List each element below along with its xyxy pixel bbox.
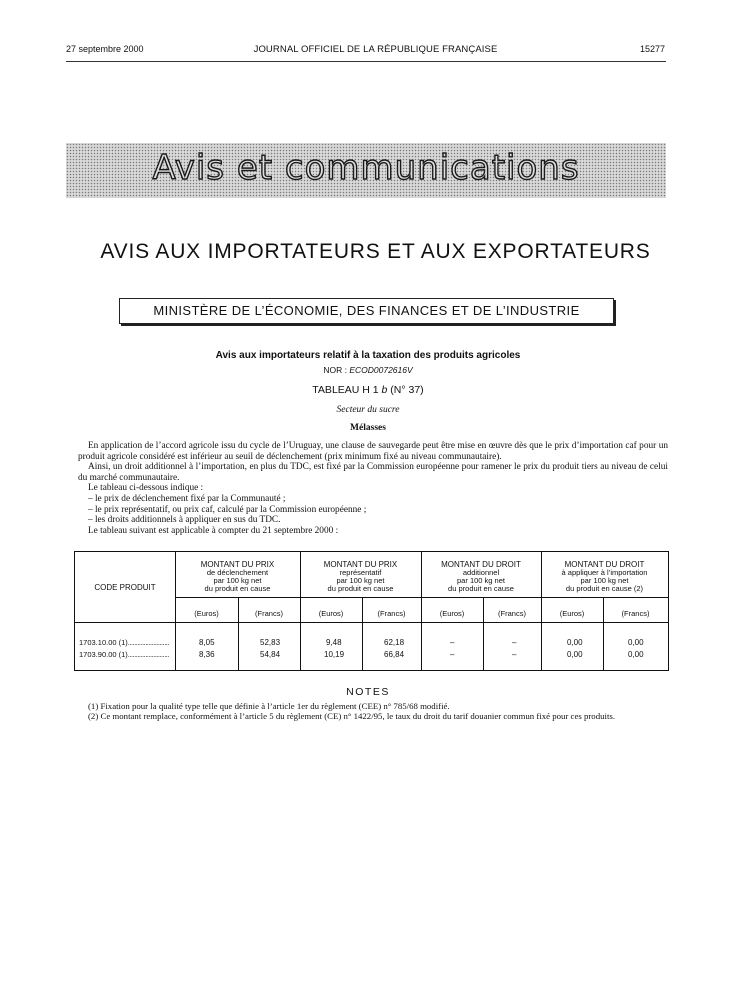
sector-label: Secteur du sucre <box>336 405 400 415</box>
table-rule <box>175 597 668 598</box>
paragraph: Le tableau suivant est applicable à compter du 21 septembre 2000 : <box>88 525 339 536</box>
header-rule <box>66 61 666 62</box>
list-item: – le prix représentatif, ou prix caf, calculé par la Commission européenne ; <box>88 504 367 515</box>
unit-label: (Francs) <box>621 609 650 618</box>
group-line: à appliquer à l’importation <box>561 568 648 577</box>
note-item: (2) Ce montant remplace, conformément à l’article 5 du règlement (CE) n° 1422/95, le taux du droit du tarif douanier commun fixé pour ces produits. <box>88 711 616 722</box>
table-row-code <box>79 650 169 659</box>
tableau-suffix: (N° 37) <box>387 384 424 396</box>
paragraph: En application de l’accord agricole issu du cycle de l’Uruguay, une clause de sauvegarde peut être mise en œuvre dès que le prix d’importation caf pour un produit agricole considéré est inférieur au seuil de déclenchement (prix minimum fixé au niveau communautaire). <box>78 441 668 462</box>
value-cell: 0,00 <box>567 638 583 647</box>
leader-dots: .......................... <box>127 638 169 647</box>
unit-label: (Francs) <box>377 609 406 618</box>
group-line: additionnel <box>462 568 500 577</box>
value-cell: 54,84 <box>260 650 281 659</box>
ministry-box <box>119 298 614 324</box>
table-rule <box>362 597 363 670</box>
value-cell: – <box>512 650 517 659</box>
group-line: du produit en cause <box>204 584 271 593</box>
group-line: représentatif <box>339 568 382 577</box>
value-cell: 0,00 <box>567 650 583 659</box>
group-line: par 100 kg net <box>213 576 262 585</box>
group-line: du produit en cause <box>327 584 394 593</box>
code-header-text: CODE PRODUIT <box>94 583 156 592</box>
value-cell: 0,00 <box>628 650 644 659</box>
notes-body <box>78 701 668 722</box>
ministry-name: MINISTÈRE DE L’ÉCONOMIE, DES FINANCES ET DE L’INDUSTRIE <box>153 303 580 318</box>
group-line: du produit en cause (2) <box>565 584 644 593</box>
group-title: MONTANT DU PRIX <box>323 560 398 569</box>
notice-body <box>78 441 668 536</box>
code-header <box>75 584 175 592</box>
value-cell: – <box>512 638 517 647</box>
nor-code: ECOD0072616V <box>349 365 413 375</box>
group-title: MONTANT DU DROIT <box>441 560 521 569</box>
group-line: du produit en cause <box>448 584 514 593</box>
product-code: 1703.90.00 (1) <box>79 650 128 659</box>
unit-label: (Euros) <box>194 609 219 618</box>
value-cell: 9,48 <box>326 638 342 647</box>
header-import-duty <box>541 561 668 593</box>
product-label: Mélasses <box>350 423 386 433</box>
leader-dots: .......................... <box>127 650 169 659</box>
header-representative-price <box>300 561 421 593</box>
group-line: par 100 kg net <box>457 576 505 585</box>
section-title: AVIS AUX IMPORTATEURS ET AUX EXPORTATEURS <box>100 240 651 263</box>
tableau-title <box>0 384 736 396</box>
unit-label: (Francs) <box>498 609 526 618</box>
list-item: – les droits additionnels à appliquer en sus du TDC. <box>88 515 281 526</box>
group-line: par 100 kg net <box>336 576 385 585</box>
value-cell: – <box>450 650 455 659</box>
table-row-code <box>79 638 169 647</box>
value-cell: 10,19 <box>324 650 345 659</box>
tableau-prefix: TABLEAU H 1 <box>312 384 382 396</box>
unit-label: (Euros) <box>559 609 585 618</box>
section-banner <box>66 143 666 198</box>
value-cell: 62,18 <box>384 638 405 647</box>
value-cell: 0,00 <box>628 638 644 647</box>
tariff-table <box>74 551 669 671</box>
table-rule <box>75 622 668 623</box>
notes-title: NOTES <box>346 686 390 698</box>
note-item: (1) Fixation pour la qualité type telle que définie à l’article 1er du règlement (CEE) n° 785/68 modifié. <box>88 701 450 711</box>
banner-title: Avis et communications <box>152 148 580 188</box>
header-date: 27 septembre 2000 <box>66 44 144 54</box>
list-item: – le prix de déclenchement fixé par la Communauté ; <box>88 493 286 504</box>
table-rule <box>483 597 484 670</box>
tableau-letter: b <box>381 384 388 396</box>
value-cell: 8,36 <box>199 650 215 659</box>
page-number: 15277 <box>639 44 665 54</box>
product-code: 1703.10.00 (1) <box>79 638 128 647</box>
value-cell: 52,83 <box>260 638 281 647</box>
value-cell: – <box>450 638 455 647</box>
header-trigger-price <box>175 561 300 593</box>
group-line: par 100 kg net <box>580 576 629 585</box>
paragraph: Ainsi, un droit additionnel à l’importation, en plus du TDC, est fixé par la Commission européenne pour ramener le prix du produit tiers au niveau de celui du marché communautaire. <box>78 462 668 483</box>
value-cell: 8,05 <box>199 638 215 647</box>
paragraph: Le tableau ci-dessous indique : <box>88 483 204 494</box>
notice-title: Avis aux importateurs relatif à la taxation des produits agricoles <box>215 350 521 361</box>
journal-title: JOURNAL OFFICIEL DE LA RÉPUBLIQUE FRANÇAISE <box>253 44 498 55</box>
unit-label: (Euros) <box>318 609 344 618</box>
nor-reference <box>0 365 736 375</box>
group-title: MONTANT DU DROIT <box>564 560 645 569</box>
header-additional-duty <box>421 561 541 593</box>
value-cell: 66,84 <box>384 650 405 659</box>
unit-label: (Euros) <box>439 609 465 618</box>
unit-label: (Francs) <box>255 609 283 618</box>
table-rule <box>603 597 604 670</box>
group-line: de déclenchement <box>206 568 269 577</box>
table-rule <box>238 597 239 670</box>
nor-label: NOR : <box>323 365 350 375</box>
group-title: MONTANT DU PRIX <box>200 560 275 569</box>
